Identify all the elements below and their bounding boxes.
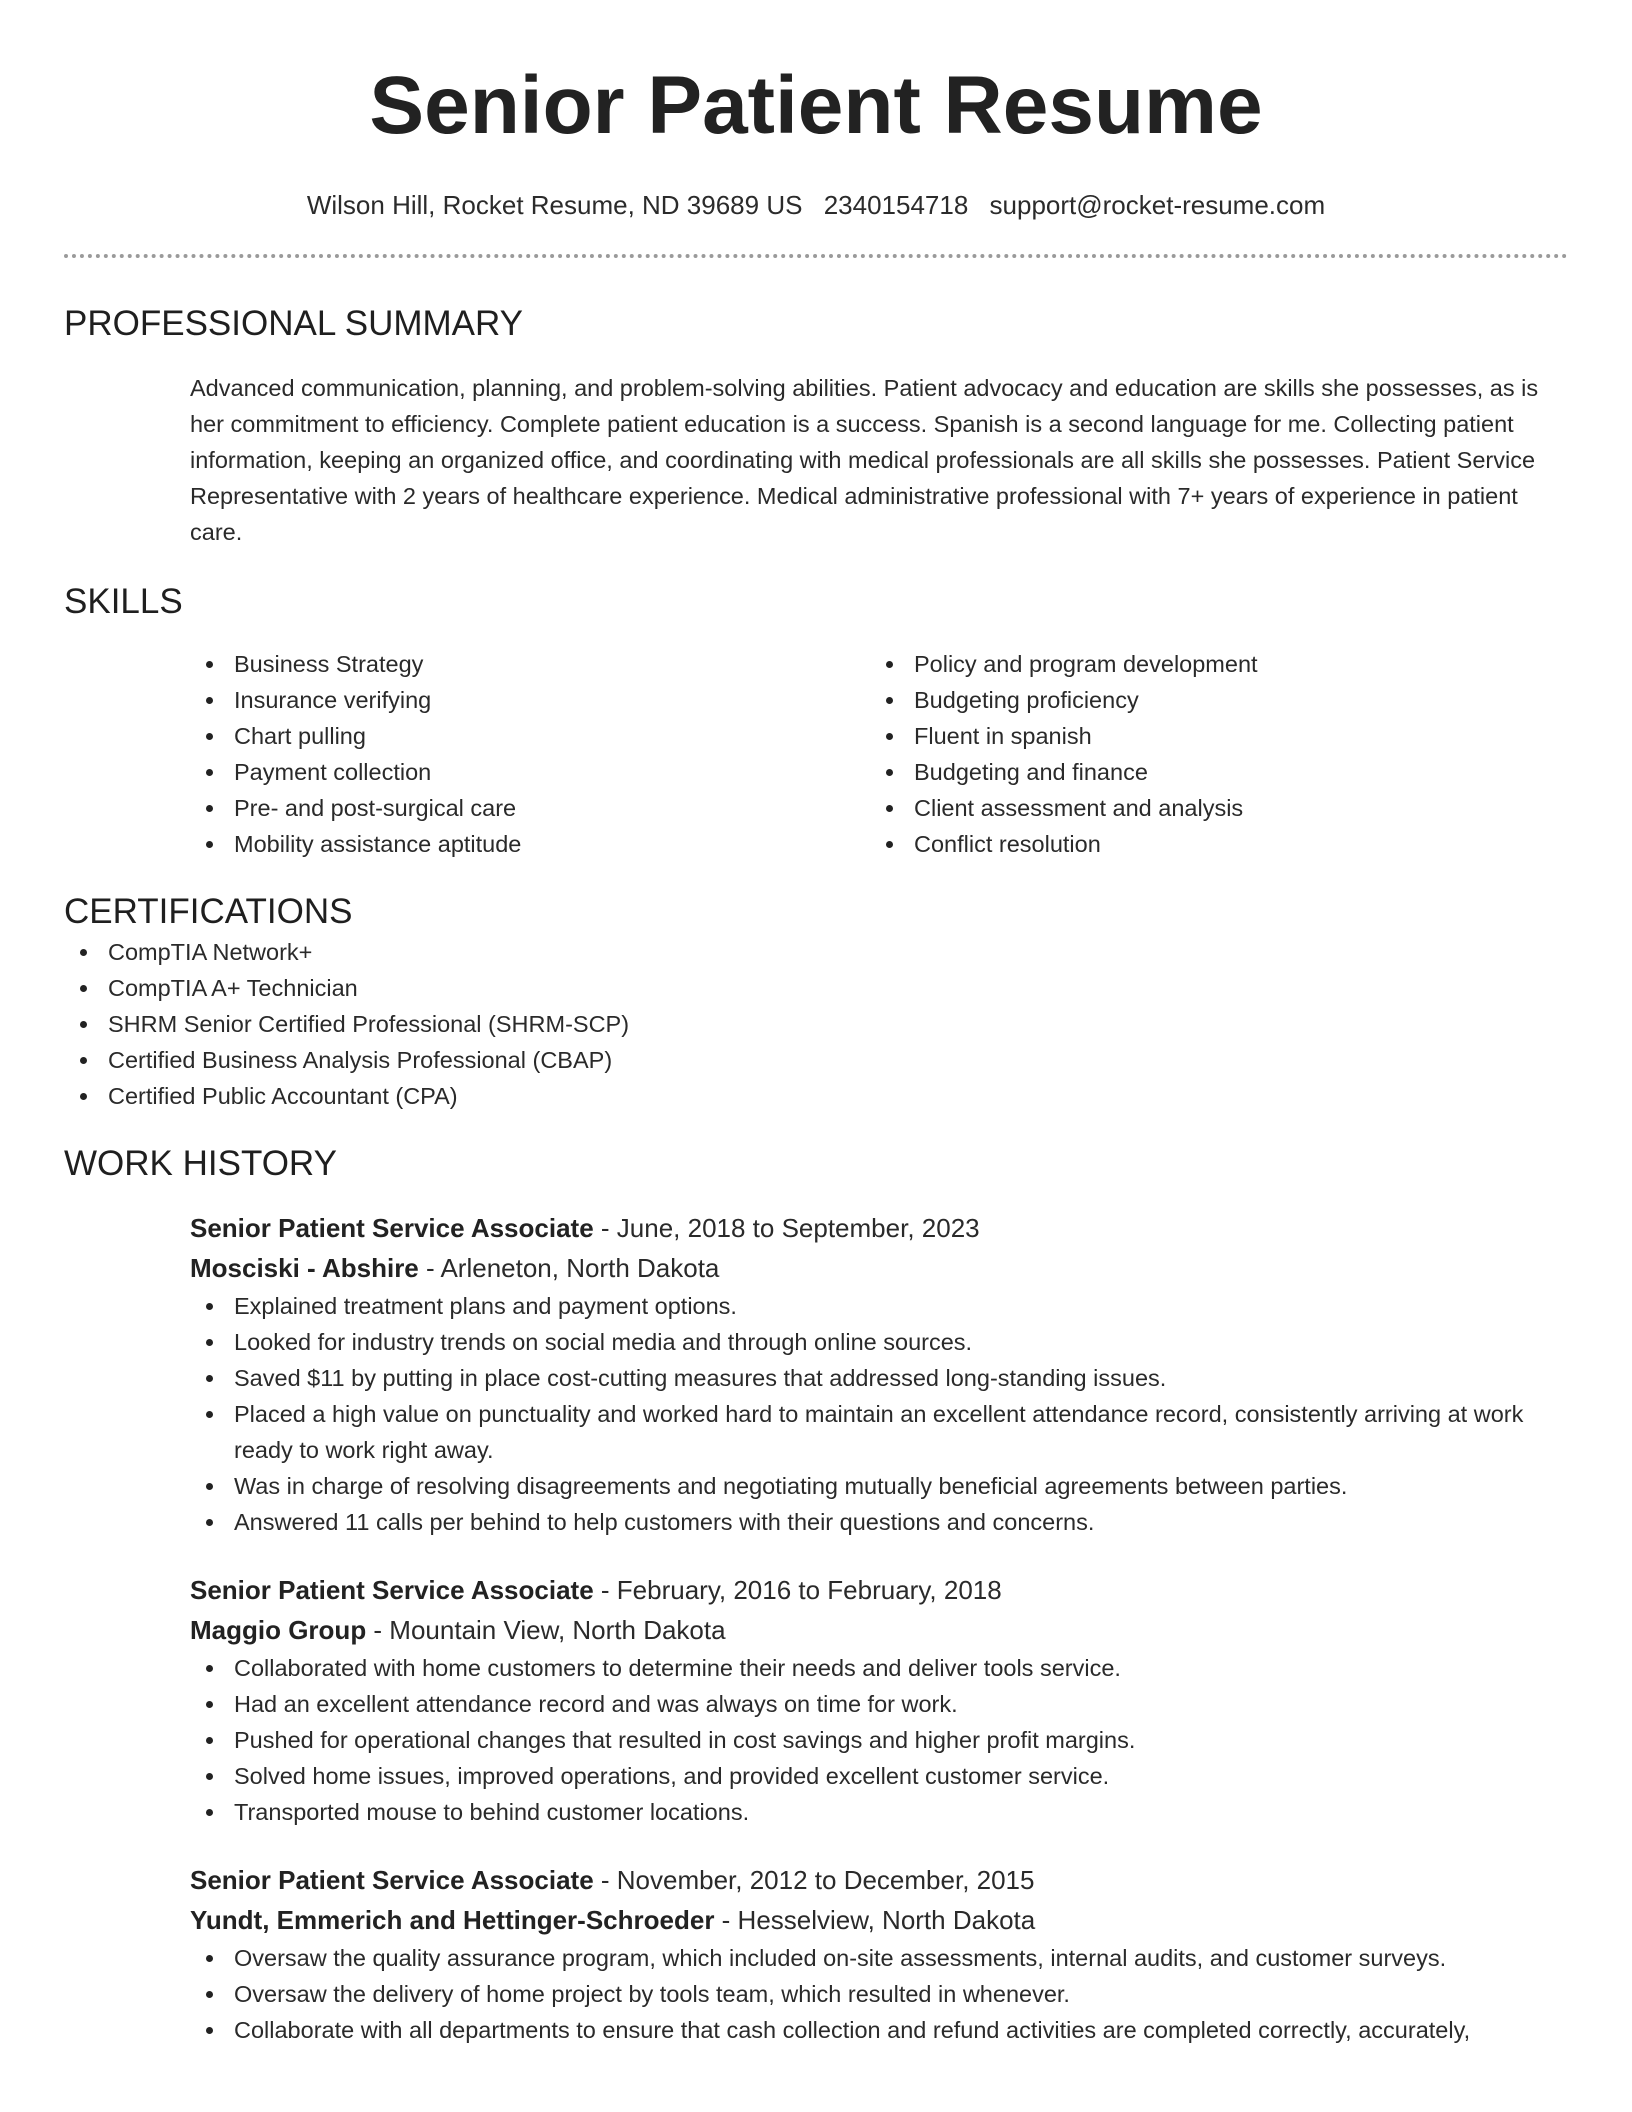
job-role-line (190, 1570, 1568, 1610)
skill-item: Chart pulling (190, 718, 870, 754)
job-dates: - February, 2016 to February, 2018 (593, 1575, 1002, 1605)
job-company: Yundt, Emmerich and Hettinger-Schroeder (190, 1905, 715, 1935)
job-duty: Looked for industry trends on social media and through online sources. (190, 1324, 1568, 1360)
skill-item: Budgeting proficiency (870, 682, 1550, 718)
skills-column-right (870, 646, 1550, 862)
job-duty: Saved $11 by putting in place cost-cutting measures that addressed long-standing issues. (190, 1360, 1568, 1396)
job-duty: Oversaw the quality assurance program, which included on-site assessments, internal audits, and customer surveys. (190, 1940, 1568, 1976)
job-company-line (190, 1900, 1568, 1940)
job-company: Maggio Group (190, 1615, 367, 1645)
skill-item: Client assessment and analysis (870, 790, 1550, 826)
contact-phone: 2340154718 (823, 190, 969, 220)
job-duty: Pushed for operational changes that resulted in cost savings and higher profit margins. (190, 1722, 1568, 1758)
job-company-line (190, 1248, 1568, 1288)
job-company: Mosciski - Abshire (190, 1253, 419, 1283)
job-location: - Arleneton, North Dakota (418, 1253, 720, 1283)
header-divider (64, 254, 1568, 258)
job-duty: Oversaw the delivery of home project by tools team, which resulted in whenever. (190, 1976, 1568, 2012)
summary-text: Advanced communication, planning, and problem-solving abilities. Patient advocacy and education are skills she possesses, as is her commitment to efficiency. Complete patient education is a success. Spanish is a second language for me. Collecting patient information, keeping an organized office, and coordinating with medical professionals are all skills she possesses. Patient Service Representative with 2 years of healthcare experience. Medical administrative professional with 7+ years of experience in patient care. (190, 375, 1539, 545)
certification-item: Certified Business Analysis Professional (CBAP) (64, 1042, 1568, 1078)
job-location: - Hesselview, North Dakota (714, 1905, 1036, 1935)
skill-item: Fluent in spanish (870, 718, 1550, 754)
job-entry (190, 1208, 1568, 1540)
skill-item: Budgeting and finance (870, 754, 1550, 790)
job-role-line (190, 1208, 1568, 1248)
certification-item: Certified Public Accountant (CPA) (64, 1078, 1568, 1114)
skills-column-left (190, 646, 870, 862)
certifications-list (64, 934, 1568, 1114)
certification-item: CompTIA Network+ (64, 934, 1568, 970)
skill-item: Policy and program development (870, 646, 1550, 682)
contact-email: support@rocket-resume.com (989, 190, 1326, 220)
job-role: Senior Patient Service Associate (190, 1865, 594, 1895)
skill-item: Business Strategy (190, 646, 870, 682)
job-entry (190, 1860, 1568, 2048)
job-duty: Explained treatment plans and payment options. (190, 1288, 1568, 1324)
job-location: - Mountain View, North Dakota (366, 1615, 726, 1645)
summary-heading: PROFESSIONAL SUMMARY (64, 304, 523, 343)
job-role: Senior Patient Service Associate (190, 1575, 594, 1605)
job-entry (190, 1570, 1568, 1830)
skill-item: Conflict resolution (870, 826, 1550, 862)
skill-item: Insurance verifying (190, 682, 870, 718)
job-role: Senior Patient Service Associate (190, 1213, 594, 1243)
contact-address: Wilson Hill, Rocket Resume, ND 39689 US (306, 190, 803, 220)
job-duty: Collaborated with home customers to determine their needs and deliver tools service. (190, 1650, 1568, 1686)
skill-item: Mobility assistance aptitude (190, 826, 870, 862)
job-duty: Transported mouse to behind customer locations. (190, 1794, 1568, 1830)
skills-list-left (190, 646, 870, 862)
skill-item: Pre- and post-surgical care (190, 790, 870, 826)
job-dates: - June, 2018 to September, 2023 (593, 1213, 980, 1243)
skills-list-right (870, 646, 1550, 862)
job-duties-list (190, 1650, 1568, 1830)
job-duty: Collaborate with all departments to ensure that cash collection and refund activities are completed correctly, accurately, (190, 2012, 1568, 2048)
job-duty: Placed a high value on punctuality and worked hard to maintain an excellent attendance record, consistently arriving at work ready to work right away. (190, 1396, 1568, 1468)
certification-item: CompTIA A+ Technician (64, 970, 1568, 1006)
certification-item: SHRM Senior Certified Professional (SHRM-SCP) (64, 1006, 1568, 1042)
skill-item: Payment collection (190, 754, 870, 790)
work-history-heading: WORK HISTORY (64, 1144, 337, 1183)
job-duty: Was in charge of resolving disagreements and negotiating mutually beneficial agreements between parties. (190, 1468, 1568, 1504)
job-duties-list (190, 1288, 1568, 1540)
job-duties-list (190, 1940, 1568, 2048)
job-role-line (190, 1860, 1568, 1900)
job-duty: Solved home issues, improved operations, and provided excellent customer service. (190, 1758, 1568, 1794)
job-duty: Had an excellent attendance record and was always on time for work. (190, 1686, 1568, 1722)
job-dates: - November, 2012 to December, 2015 (593, 1865, 1035, 1895)
resume-title: Senior Patient Resume (369, 60, 1263, 151)
skills-grid (190, 646, 1568, 862)
job-company-line (190, 1610, 1568, 1650)
contact-line (64, 188, 1568, 222)
job-duty: Answered 11 calls per behind to help customers with their questions and concerns. (190, 1504, 1568, 1540)
skills-heading: SKILLS (64, 582, 183, 621)
certifications-heading: CERTIFICATIONS (64, 892, 353, 931)
